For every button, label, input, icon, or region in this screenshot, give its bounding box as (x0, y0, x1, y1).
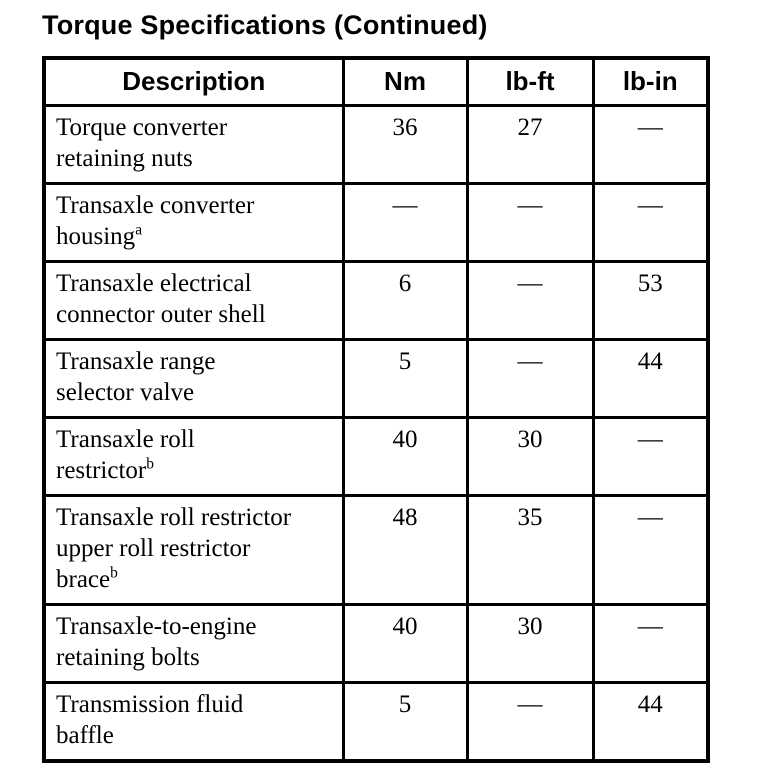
nm-cell: 36 (343, 106, 467, 184)
table-row (44, 605, 708, 683)
column-header-lbft: lb-ft (467, 58, 593, 106)
lbin-cell: — (593, 418, 708, 496)
table-row (44, 184, 708, 262)
lbin-cell: 44 (593, 683, 708, 762)
description-line: Transaxle electrical (56, 270, 252, 297)
description-cell (44, 683, 343, 762)
nm-cell: 5 (343, 340, 467, 418)
description-line (56, 455, 334, 486)
description-cell (44, 262, 343, 340)
description-cell (44, 340, 343, 418)
lbft-cell: 35 (467, 496, 593, 605)
description-cell (44, 418, 343, 496)
torque-spec-table (42, 56, 710, 763)
column-header-description: Description (44, 58, 343, 106)
description-line: retaining nuts (56, 145, 193, 172)
table-row (44, 496, 708, 605)
column-header-lbin: lb-in (593, 58, 708, 106)
description-line: connector outer shell (56, 301, 266, 328)
table-row (44, 106, 708, 184)
nm-cell: 40 (343, 605, 467, 683)
lbft-cell: — (467, 683, 593, 762)
nm-cell: 40 (343, 418, 467, 496)
description-line: Transaxle range (56, 348, 216, 375)
lbin-cell: 53 (593, 262, 708, 340)
lbft-cell: — (467, 184, 593, 262)
description-line-text: brace (56, 566, 111, 593)
header-row (44, 58, 708, 106)
description-line: Transaxle roll (56, 426, 195, 453)
lbft-cell: — (467, 340, 593, 418)
lbin-cell: — (593, 605, 708, 683)
description-cell (44, 605, 343, 683)
description-line (56, 564, 334, 595)
table-row (44, 683, 708, 762)
table-row (44, 340, 708, 418)
description-line: Torque converter (56, 114, 228, 141)
description-line: Transmission fluid (56, 691, 244, 718)
lbft-cell: 30 (467, 605, 593, 683)
description-line: baffle (56, 722, 114, 749)
lbin-cell: — (593, 496, 708, 605)
description-cell (44, 106, 343, 184)
description-line: retaining bolts (56, 644, 200, 671)
nm-cell: 5 (343, 683, 467, 762)
description-line: selector valve (56, 379, 195, 406)
lbft-cell: 27 (467, 106, 593, 184)
footnote-marker: b (146, 455, 154, 473)
nm-cell: 6 (343, 262, 467, 340)
description-line-text: housing (56, 223, 136, 250)
description-line-text: restrictor (56, 457, 147, 484)
nm-cell: 48 (343, 496, 467, 605)
description-line: Transaxle converter (56, 192, 255, 219)
table-row (44, 418, 708, 496)
column-header-nm: Nm (343, 58, 467, 106)
page-title: Torque Specifications (Continued) (42, 10, 488, 40)
lbin-cell: 44 (593, 340, 708, 418)
description-line: Transaxle roll restrictor (56, 504, 292, 531)
description-line: Transaxle-to-engine (56, 613, 257, 640)
description-line: upper roll restrictor (56, 535, 251, 562)
description-line (56, 221, 334, 252)
description-cell (44, 496, 343, 605)
table-row (44, 262, 708, 340)
footnote-marker: a (135, 221, 143, 239)
lbin-cell: — (593, 184, 708, 262)
nm-cell: — (343, 184, 467, 262)
description-cell (44, 184, 343, 262)
lbft-cell: 30 (467, 418, 593, 496)
lbin-cell: — (593, 106, 708, 184)
footnote-marker: b (110, 564, 118, 582)
lbft-cell: — (467, 262, 593, 340)
